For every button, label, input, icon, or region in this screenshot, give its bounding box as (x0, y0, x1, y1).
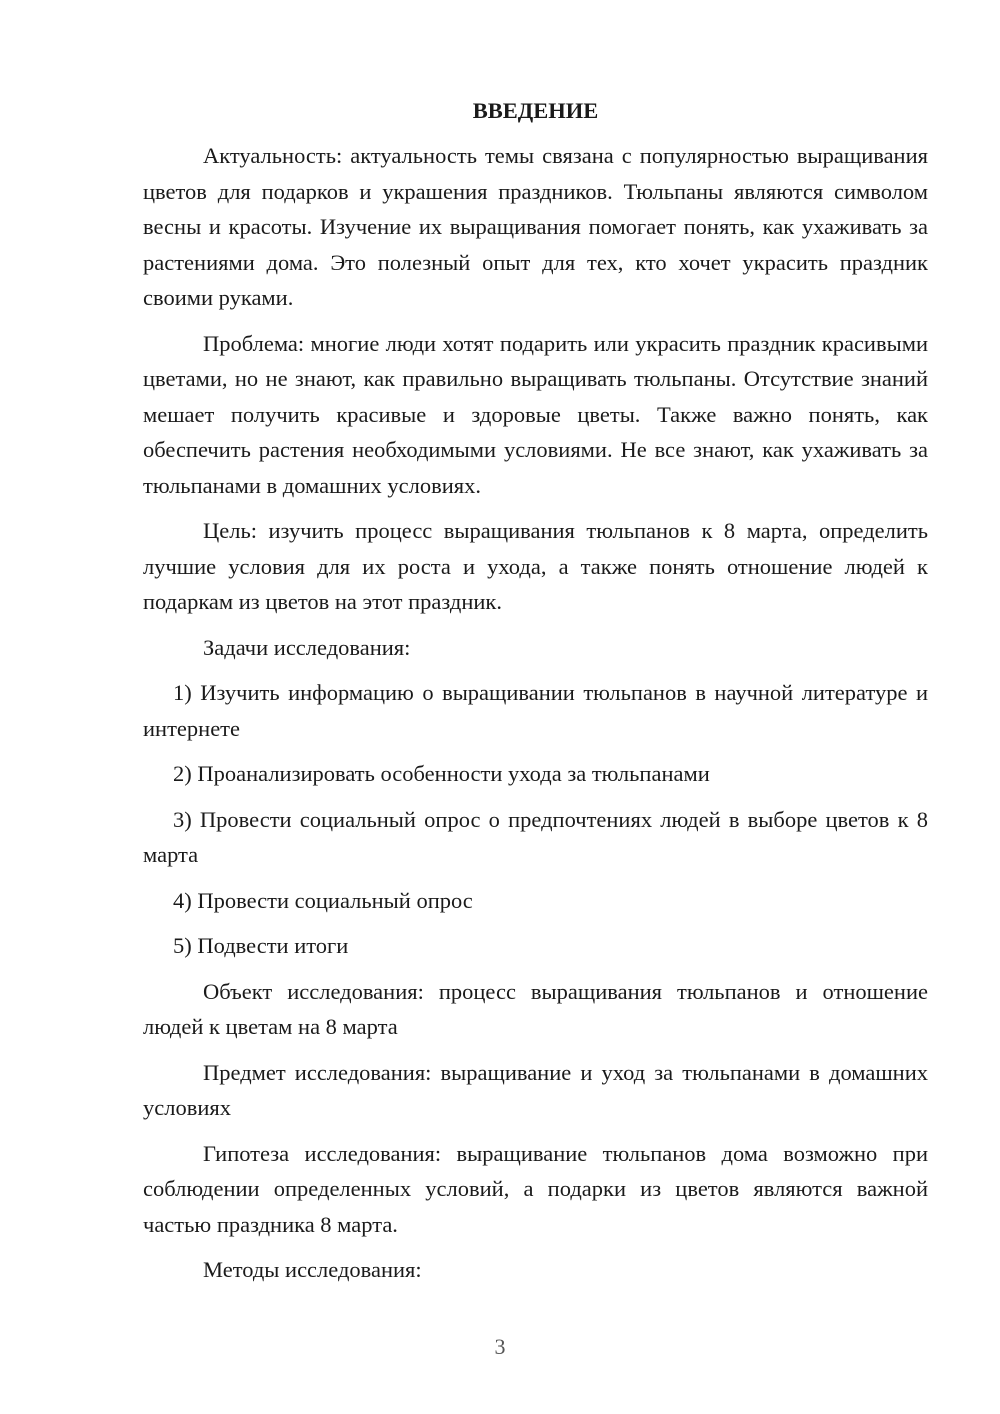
task-list-item: 2) Проанализировать особенности ухода за тюльпанами (173, 761, 710, 786)
paragraph-methods: Методы исследования: (203, 1257, 422, 1282)
paragraph-problem: Проблема: многие люди хотят подарить или украсить праздник красивыми цветами, но не знают, как правильно выращивать тюльпаны. Отсутствие знаний мешает получить красивые и здоровые цветы. Также важно понять, как обеспечить растения необходимыми условиями. Не все знают, как ухаживать за тюльпанами в домашних условиях. (143, 330, 928, 498)
paragraph-goal: Цель: изучить процесс выращивания тюльпанов к 8 марта, определить лучшие условия для их роста и ухода, а также понять отношение людей к подаркам из цветов на этот праздник. (143, 518, 928, 614)
task-list-item: 3) Провести социальный опрос о предпочтениях людей в выборе цветов к 8 марта (143, 806, 928, 867)
section-heading: ВВЕДЕНИЕ (472, 98, 599, 123)
paragraph-object: Объект исследования: процесс выращивания тюльпанов и отношение людей к цветам на 8 марта (143, 978, 928, 1039)
task-list-item: 4) Провести социальный опрос (173, 887, 473, 913)
paragraph-tasks-heading: Задачи исследования: (203, 634, 411, 660)
page-number: 3 (494, 1334, 506, 1359)
task-list-item: 5) Подвести итоги (173, 933, 349, 958)
paragraph-subject: Предмет исследования: выращивание и уход за тюльпанами в домашних условиях (143, 1059, 928, 1120)
paragraph-hypothesis: Гипотеза исследования: выращивание тюльпанов дома возможно при соблюдении определенных условий, а подарки из цветов являются важной частью праздника 8 марта. (143, 1140, 928, 1237)
task-list-item: 1) Изучить информацию о выращивании тюльпанов в научной литературе и интернете (143, 680, 928, 741)
page-content (143, 94, 928, 1298)
paragraph-relevance: Актуальность: актуальность темы связана с популярностью выращивания цветов для подарков и украшения праздников. Тюльпаны являются символом весны и красоты. Изучение их выращивания помогает понять, как ухаживать за растениями дома. Это полезный опыт для тех, кто хочет украсить праздник своими руками. (143, 143, 928, 310)
